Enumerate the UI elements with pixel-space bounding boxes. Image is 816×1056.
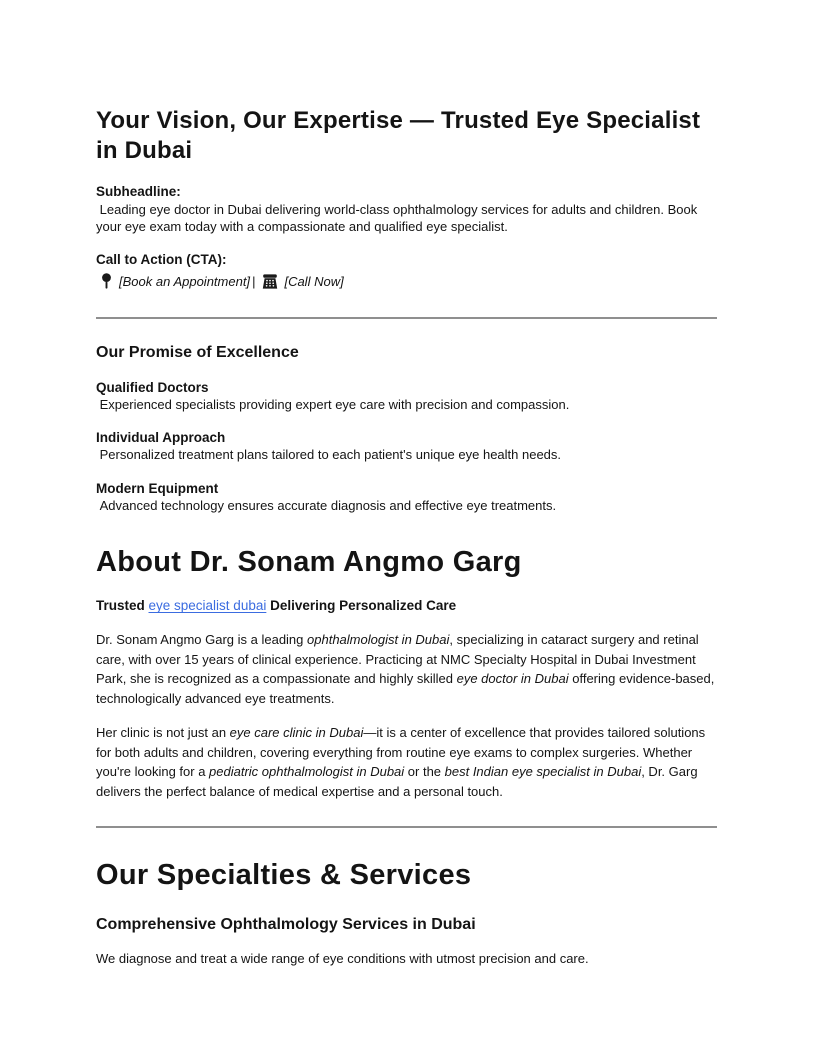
promise-item-text: Personalized treatment plans tailored to each patient's unique eye health needs. (96, 447, 562, 463)
subheadline-text: Leading eye doctor in Dubai delivering world-class ophthalmology services for adults and children. Book your eye exam today with a compassionate and qualified eye specialist. (96, 202, 701, 234)
cta-line (96, 273, 717, 290)
about-paragraph-1 (96, 630, 717, 708)
text-run: or the (404, 764, 445, 780)
promise-item-text: Advanced technology ensures accurate diagnosis and effective eye treatments. (96, 498, 557, 514)
promise-item-text: Experienced specialists providing expert eye care with precision and compassion. (96, 396, 570, 412)
cta-call-now: [Call Now] (284, 274, 344, 290)
text-run: Dr. Sonam Angmo Garg is a leading (96, 632, 308, 648)
section-divider (96, 317, 717, 319)
cta-book-appointment: [Book an Appointment] (119, 274, 251, 290)
text-run: best Indian eye specialist in Dubai (444, 764, 642, 780)
text-run: Trusted (96, 598, 149, 614)
section-divider (96, 826, 717, 828)
telephone-icon (262, 274, 278, 289)
promise-item-modern-equipment (96, 481, 717, 515)
text-run: offering evidence-based, technologically advanced eye treatments. (96, 671, 715, 706)
cta-label: Call to Action (CTA): (96, 252, 227, 268)
specialties-heading: Our Specialties & Services (96, 859, 472, 892)
promise-item-individual-approach (96, 430, 717, 464)
about-tagline (96, 598, 717, 615)
text-run: —it is a center of excellence that provides tailored solutions for both adults and children, covering everything from routine eye exams to complex surgeries. Whether you're looking for a (96, 725, 706, 780)
promise-item-title: Qualified Doctors (96, 379, 209, 395)
text-run: , Dr. Garg delivers the perfect balance of medical expertise and a personal touch. (96, 764, 698, 799)
hero-title: Your Vision, Our Expertise — Trusted Eye Specialist in Dubai (96, 107, 701, 164)
specialties-subheading: Comprehensive Ophthalmology Services in Dubai (96, 916, 476, 934)
promise-heading: Our Promise of Excellence (96, 344, 299, 362)
eye-specialist-dubai-link[interactable]: eye specialist dubai (148, 598, 267, 614)
text-run: eye care clinic in Dubai (229, 725, 364, 741)
cta-separator: | (252, 274, 256, 290)
subheadline-label: Subheadline: (96, 184, 181, 199)
about-paragraph-2 (96, 723, 717, 801)
text-run: Her clinic is not just an (96, 725, 230, 741)
text-run: Delivering Personalized Care (266, 598, 457, 614)
promise-item-title: Modern Equipment (96, 480, 219, 496)
specialties-intro: We diagnose and treat a wide range of eye conditions with utmost precision and care. (96, 951, 589, 967)
text-run: pediatric ophthalmologist in Dubai (209, 764, 405, 780)
promise-item-title: Individual Approach (96, 430, 226, 446)
text-run: , specializing in cataract surgery and retinal care, with over 15 years of clinical experience. Practicing at NMC Specialty Hospital in Dubai Investment Park, she is recognized as a compassionate and highly skilled (96, 632, 699, 687)
text-run: ophthalmologist in Dubai (307, 632, 450, 648)
round-pushpin-icon (101, 273, 112, 290)
text-run: eye doctor in Dubai (456, 671, 569, 687)
about-heading: About Dr. Sonam Angmo Garg (96, 545, 522, 578)
promise-item-qualified-doctors (96, 380, 717, 414)
